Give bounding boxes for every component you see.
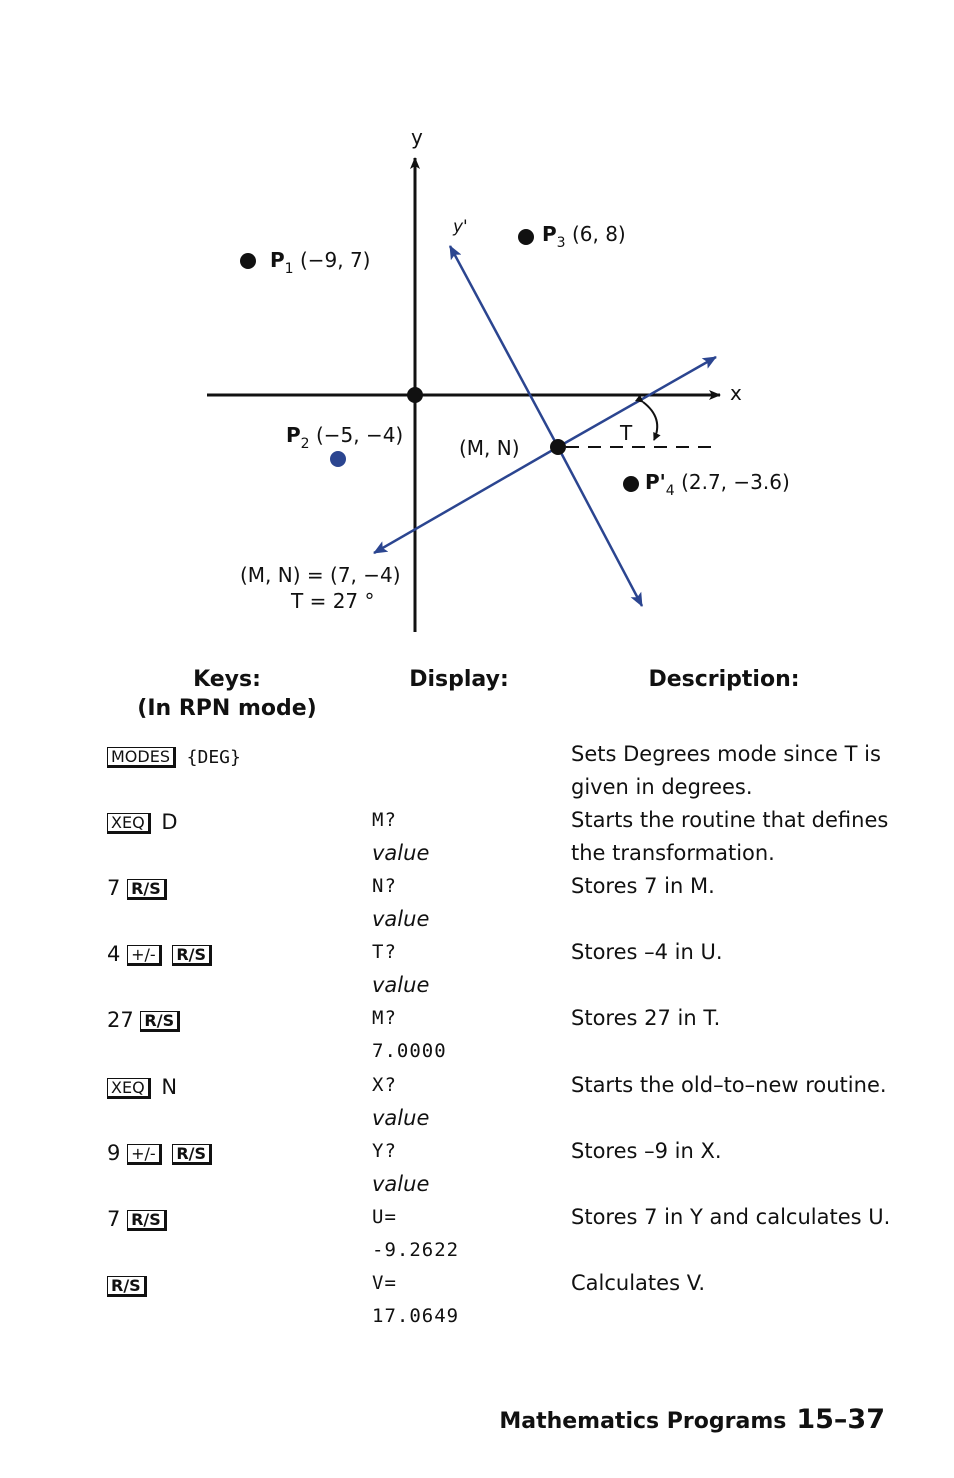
run-stop-key[interactable]: R/S <box>140 1011 180 1032</box>
display-cell <box>372 936 429 1002</box>
key-input: D <box>161 810 178 834</box>
display-value: value <box>372 1106 430 1130</box>
keys-cell <box>107 1273 151 1297</box>
keys-header-title: Keys: <box>193 667 261 692</box>
point-p4-label: $P'_4$ (2.7, −3.6) <box>645 470 790 499</box>
key-input: 7 <box>107 876 121 900</box>
origin-label: (M, N) <box>459 436 520 460</box>
description-cell: Sets Degrees mode since T is given in degrees. <box>571 742 881 799</box>
display-prompt: T? <box>372 941 397 963</box>
key-input: 9 <box>107 1141 121 1165</box>
run-stop-key[interactable]: R/S <box>172 945 212 966</box>
display-cell <box>372 1002 447 1068</box>
display-result: -9.2622 <box>372 1239 460 1261</box>
keys-cell <box>107 1141 216 1165</box>
xeq-key[interactable]: XEQ <box>107 1078 151 1099</box>
display-cell <box>372 870 429 936</box>
keys-cell <box>107 1075 177 1099</box>
display-cell <box>372 804 429 870</box>
run-stop-key[interactable]: R/S <box>127 879 167 900</box>
key-input: 4 <box>107 942 121 966</box>
x-prime-axis-negative <box>374 447 558 553</box>
point-p3-label: $P_3$ (6, 8) <box>542 222 626 251</box>
description-cell: Stores 7 in M. <box>571 874 715 898</box>
point-p1-dot <box>240 253 256 269</box>
description-cell: Starts the routine that defines the transformation. <box>571 808 889 865</box>
display-cell <box>372 1069 429 1135</box>
description-cell: Stores 27 in T. <box>571 1006 721 1030</box>
step-row <box>0 1207 954 1273</box>
section-title: Mathematics Programs <box>499 1409 787 1434</box>
change-sign-key[interactable]: +/- <box>127 945 162 966</box>
modes-key[interactable]: MODES <box>107 747 176 768</box>
transform-note-line2: T = 27 ° <box>291 589 375 613</box>
xeq-key[interactable]: XEQ <box>107 813 151 834</box>
description-cell: Stores –4 in U. <box>571 940 723 964</box>
description-cell: Stores 7 in Y and calculates U. <box>571 1205 891 1229</box>
keys-cell <box>107 876 171 900</box>
description-cell: Starts the old–to–new routine. <box>571 1073 887 1097</box>
display-prompt: M? <box>372 809 397 831</box>
page-number: 15–37 <box>796 1404 885 1435</box>
axis-y-prime-label: y' <box>453 217 468 237</box>
keys-header <box>137 665 317 723</box>
point-p2-label: $P_2$ (−5, −4) <box>286 423 404 452</box>
key-input: 27 <box>107 1008 134 1032</box>
step-row <box>0 876 954 942</box>
step-row <box>0 1273 954 1339</box>
run-stop-key[interactable]: R/S <box>172 1144 212 1165</box>
keys-cell <box>107 942 216 966</box>
display-value: value <box>372 841 430 865</box>
display-cell <box>372 1135 429 1201</box>
angle-arc <box>643 402 657 440</box>
angle-label: T <box>620 421 633 445</box>
axis-y-label: y <box>411 125 423 149</box>
display-result: 17.0649 <box>372 1305 460 1327</box>
display-header: Display: <box>409 667 509 692</box>
keys-cell <box>107 744 241 770</box>
run-stop-key[interactable]: R/S <box>127 1210 167 1231</box>
origin-dot <box>407 387 423 403</box>
keys-cell <box>107 1207 171 1231</box>
y-prime-axis <box>450 246 558 447</box>
softkey-deg[interactable]: {DEG} <box>186 747 241 768</box>
display-prompt: N? <box>372 875 397 897</box>
key-input: 7 <box>107 1207 121 1231</box>
description-cell: Calculates V. <box>571 1271 706 1295</box>
step-row <box>0 1008 954 1074</box>
display-value: value <box>372 973 430 997</box>
description-cell: Stores –9 in X. <box>571 1139 722 1163</box>
display-value: value <box>372 1172 430 1196</box>
display-value: value <box>372 907 430 931</box>
display-prompt: U= <box>372 1206 397 1228</box>
display-cell <box>372 1267 459 1333</box>
display-prompt: X? <box>372 1074 397 1096</box>
x-prime-axis <box>558 357 716 447</box>
point-p1-label: $P_1$ (−9, 7) <box>270 248 371 277</box>
coordinate-diagram <box>0 0 954 650</box>
axis-x-label: x <box>730 381 742 405</box>
keys-cell <box>107 1008 184 1032</box>
point-p2-dot <box>330 451 346 467</box>
description-header: Description: <box>648 667 800 692</box>
keys-cell <box>107 810 178 834</box>
display-prompt: Y? <box>372 1140 397 1162</box>
display-cell <box>372 1201 459 1267</box>
point-p4-dot <box>623 476 639 492</box>
run-stop-key[interactable]: R/S <box>107 1276 147 1297</box>
step-row <box>0 744 954 810</box>
step-row <box>0 1075 954 1141</box>
display-prompt: V= <box>372 1272 397 1294</box>
display-prompt: M? <box>372 1007 397 1029</box>
step-row <box>0 810 954 876</box>
new-origin-dot <box>550 439 566 455</box>
page-footer <box>499 1404 885 1435</box>
y-prime-axis-negative <box>558 447 642 606</box>
keys-header-subtitle: (In RPN mode) <box>137 696 317 721</box>
display-result: 7.0000 <box>372 1040 447 1062</box>
step-row <box>0 1141 954 1207</box>
point-p3-dot <box>518 229 534 245</box>
change-sign-key[interactable]: +/- <box>127 1144 162 1165</box>
key-input: N <box>161 1075 178 1099</box>
transform-note-line1: (M, N) = (7, −4) <box>240 563 401 587</box>
step-row <box>0 942 954 1008</box>
